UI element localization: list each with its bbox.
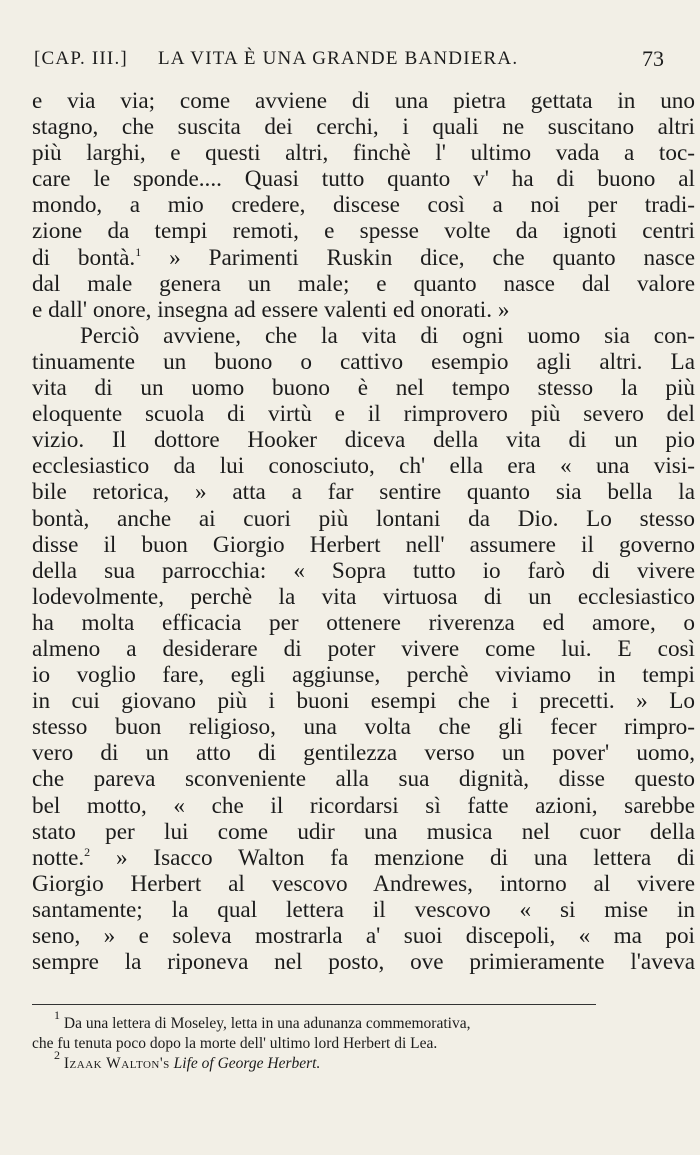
footnote-2-author: Izaak Walton's xyxy=(63,1055,170,1072)
running-header xyxy=(34,48,664,78)
body-text xyxy=(32,88,695,975)
body-line-part: » Parimenti Ruskin dice, che quanto nasce xyxy=(141,244,695,271)
footnote-2-title: Life of George Herbert. xyxy=(173,1055,321,1072)
body-line-part: » Isacco Walton fa menzione di una lettera di xyxy=(90,844,695,871)
body-line: eloquente scuola di virtù e il rimprovero più severo del xyxy=(32,401,695,428)
footnote-ref-2: 2 xyxy=(84,844,91,859)
body-line: tinuamente un buono o cattivo esempio agli altri. La xyxy=(32,348,695,375)
body-line: lodevolmente, perchè la vita virtuosa di un ecclesiastico xyxy=(32,583,695,610)
body-line: bel motto, « che il ricordarsi sì fatte azioni, sarebbe xyxy=(32,792,695,819)
body-line: vero di un atto di gentilezza verso un pover' uomo, xyxy=(32,740,695,767)
body-line: e via via; come avviene di una pietra gettata in uno xyxy=(32,88,695,114)
body-line: io voglio fare, egli aggiunse, perchè viviamo in tempi xyxy=(32,662,695,689)
body-line: Perciò avviene, che la vita di ogni uomo sia con- xyxy=(80,322,695,349)
body-line: vizio. Il dottore Hooker diceva della vita di un pio xyxy=(32,427,695,454)
body-line: vita di un uomo buono è nel tempo stesso la più xyxy=(32,375,695,402)
body-line: ecclesiastico da lui conosciuto, ch' ella era « una visi- xyxy=(32,453,695,480)
body-line: e dall' onore, insegna ad essere valenti ed onorati. » xyxy=(32,296,510,323)
body-line: care le sponde.... Quasi tutto quanto v' ha di buono al xyxy=(32,166,695,193)
footnote-divider xyxy=(32,1004,596,1005)
body-line: stato per lui come udir una musica nel cuor della xyxy=(32,818,695,845)
footnote-1-line1: Da una lettera di Moseley, letta in una adunanza commemorativa, xyxy=(63,1015,471,1032)
body-line: zione da tempi remoti, e spesse volte da ignoti centri xyxy=(32,218,695,245)
body-line: stagno, che suscita dei cerchi, i quali ne suscitano altri xyxy=(32,114,695,141)
body-line: più larghi, e questi altri, finchè l' ultimo vada a toc- xyxy=(32,140,695,167)
footnote-1 xyxy=(32,1008,695,1034)
chapter-label: [CAP. III.] xyxy=(34,48,128,69)
body-line: Giorgio Herbert al vescovo Andrewes, intorno al vivere xyxy=(32,870,695,897)
body-line xyxy=(32,245,695,271)
body-line-part: notte. xyxy=(32,844,85,871)
body-line: che pareva sconveniente alla sua dignità, disse questo xyxy=(32,766,695,793)
footnotes xyxy=(32,1008,695,1074)
body-line: bile retorica, » atta a far sentire quanto sia bella la xyxy=(32,479,695,506)
body-line-part: di bontà. xyxy=(32,244,136,271)
body-line: almeno a desiderare di poter vivere come lui. E così xyxy=(32,635,695,662)
running-title: LA VITA È UNA GRANDE BANDIERA. xyxy=(158,48,519,69)
footnote-ref-1: 1 xyxy=(135,244,142,259)
footnote-1-cont: che fu tenuta poco dopo la morte dell' ultimo lord Herbert di Lea. xyxy=(32,1035,438,1052)
footnote-2-mark: 2 xyxy=(54,1048,60,1062)
body-line: dal male genera un male; e quanto nasce dal valore xyxy=(32,270,695,297)
body-line: ha molta efficacia per ottenere riverenza ed amore, o xyxy=(32,609,695,636)
page-number: 73 xyxy=(642,46,664,71)
body-line: bontà, anche ai cuori più lontani da Dio. Lo stesso xyxy=(32,505,695,532)
body-line: in cui giovano più i buoni esempi che i precetti. » Lo xyxy=(32,688,695,715)
body-line: seno, » e soleva mostrarla a' suoi discepoli, « ma poi xyxy=(32,923,695,949)
body-line: stesso buon religioso, una volta che gli fecer rimpro- xyxy=(32,714,695,741)
body-line: della sua parrocchia: « Sopra tutto io farò di vivere xyxy=(32,557,695,584)
body-line: sempre la riponeva nel posto, ove primieramente l'aveva xyxy=(32,949,695,976)
footnote-2 xyxy=(32,1048,695,1074)
body-line: disse il buon Giorgio Herbert nell' assumere il governo xyxy=(32,531,695,558)
body-line: mondo, a mio credere, discese così a noi per tradi- xyxy=(32,192,695,219)
body-line: santamente; la qual lettera il vescovo « si mise in xyxy=(32,896,695,923)
footnote-1-mark: 1 xyxy=(54,1008,60,1022)
body-line xyxy=(32,845,695,871)
